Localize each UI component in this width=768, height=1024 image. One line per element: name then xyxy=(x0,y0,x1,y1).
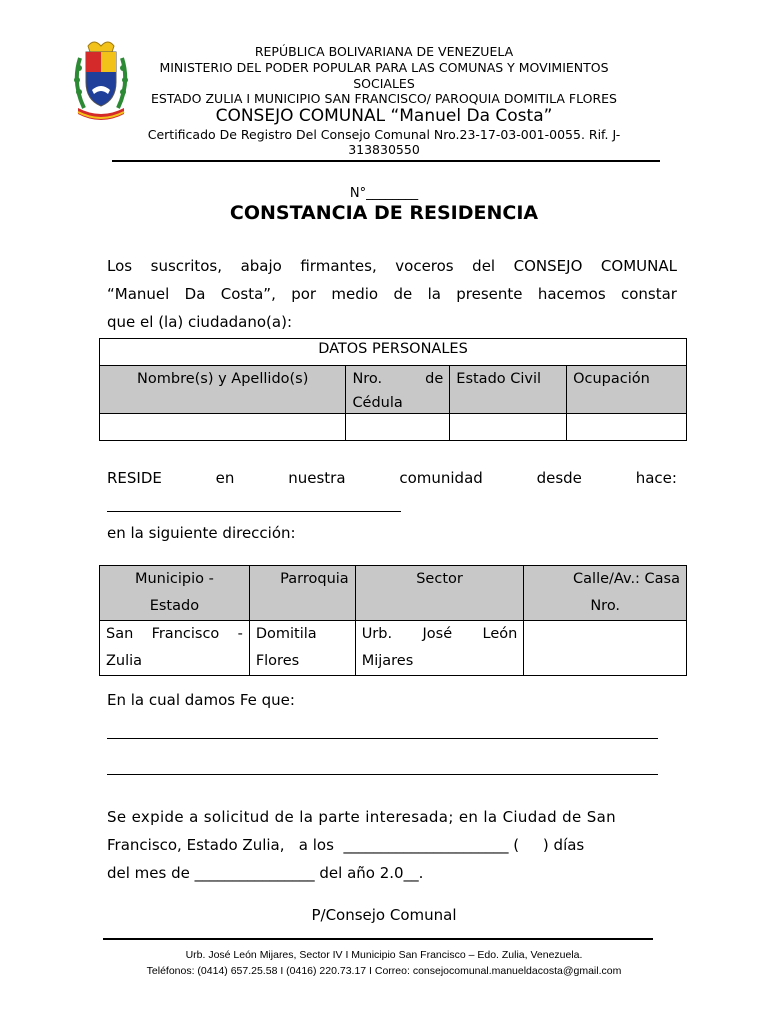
header-consejo-title: CONSEJO COMUNAL “Manuel Da Costa” xyxy=(215,106,553,126)
intro-line-2-word: “Manuel xyxy=(107,285,170,303)
reside-word: en xyxy=(215,469,235,487)
cell-municipio: San Francisco - Zulia xyxy=(100,621,250,676)
intro-paragraph xyxy=(107,252,677,336)
header-estado-civil: Estado Civil xyxy=(450,366,567,414)
intro-line-1-word: firmantes, xyxy=(300,257,377,275)
intro-line-1-word: voceros xyxy=(395,257,454,275)
sector-word: José xyxy=(422,626,453,642)
intro-line-2-word: Costa”, xyxy=(220,285,276,303)
header-certificado-line1: Certificado De Registro Del Consejo Comunal Nro.23-17-03-001-0055. Rif. J- xyxy=(147,127,621,142)
personal-data-title: DATOS PERSONALES xyxy=(100,339,687,366)
closing-line-3: del mes de ________________ del año 2.0__. xyxy=(107,864,424,882)
header-municipio: Municipio - Estado xyxy=(100,566,250,621)
intro-line-2-word: por xyxy=(291,285,317,303)
signature-line xyxy=(103,938,653,940)
fe-blank-line-1 xyxy=(107,738,658,739)
municipio-word: - xyxy=(237,626,243,642)
municipio-word: San xyxy=(106,626,134,642)
header-nombre: Nombre(s) y Apellido(s) xyxy=(100,366,346,414)
header-certificado-line2: 313830550 xyxy=(348,142,420,157)
intro-line-1 xyxy=(107,252,677,280)
municipio-word: Francisco xyxy=(151,626,220,642)
footer-contact: Teléfonos: (0414) 657.25.58 I (0416) 220.73.17 I Correo: consejocomunal.manueldacosta@gmail.com xyxy=(146,965,622,977)
intro-line-2 xyxy=(107,280,677,308)
intro-line-1-word: CONSEJO xyxy=(513,257,583,275)
direccion-label: en la siguiente dirección: xyxy=(107,524,296,542)
intro-line-3: que el (la) ciudadano(a): xyxy=(107,313,293,331)
intro-line-1-word: del xyxy=(472,257,496,275)
intro-line-1-word: Los xyxy=(107,257,133,275)
closing-line-1: Se expide a solicitud de la parte interesada; en la Ciudad de San xyxy=(107,808,617,826)
reside-paragraph xyxy=(107,464,677,492)
closing-paragraph xyxy=(107,803,667,887)
intro-line-2-word: medio xyxy=(331,285,379,303)
signature-label: P/Consejo Comunal xyxy=(311,906,457,924)
header-republica: REPÚBLICA BOLIVARIANA DE VENEZUELA xyxy=(254,44,514,59)
fe-label: En la cual damos Fe que: xyxy=(107,691,295,709)
intro-line-2-word: hacemos xyxy=(537,285,606,303)
header-cedula: Nro. de Cédula xyxy=(346,366,450,414)
reside-word: comunidad xyxy=(399,469,483,487)
cell-sector: Urb. José León Mijares xyxy=(355,621,524,676)
intro-line-2-word: Da xyxy=(184,285,206,303)
intro-line-1-word: suscritos, xyxy=(150,257,223,275)
cell-cedula[interactable] xyxy=(346,414,450,441)
header-ministerio: MINISTERIO DEL PODER POPULAR PARA LAS COMUNAS Y MOVIMIENTOS xyxy=(159,60,609,75)
intro-line-2-word: constar xyxy=(620,285,677,303)
reside-word: RESIDE xyxy=(107,469,162,487)
header-divider xyxy=(112,160,660,162)
intro-line-2-word: de xyxy=(393,285,413,303)
cell-ocupacion[interactable] xyxy=(567,414,687,441)
reside-blank-line xyxy=(107,511,401,512)
reside-word: desde xyxy=(536,469,582,487)
intro-line-1-word: COMUNAL xyxy=(600,257,677,275)
address-table xyxy=(99,565,687,676)
cell-parroquia: Domitila Flores xyxy=(249,621,355,676)
document-title: CONSTANCIA DE RESIDENCIA xyxy=(229,202,539,224)
personal-data-table xyxy=(99,338,687,441)
fe-blank-line-2 xyxy=(107,774,658,775)
cell-nombre[interactable] xyxy=(100,414,346,441)
closing-line-2: Francisco, Estado Zulia, a los ______________________ ( ) días xyxy=(107,836,585,854)
intro-line-1-word: abajo xyxy=(240,257,282,275)
header-sociales: SOCIALES xyxy=(353,76,415,91)
cell-estado-civil[interactable] xyxy=(450,414,567,441)
cell-calle[interactable] xyxy=(524,621,687,676)
footer-address: Urb. José León Mijares, Sector IV I Municipio San Francisco – Edo. Zulia, Venezuela. xyxy=(185,949,583,961)
reside-word: nuestra xyxy=(288,469,346,487)
reside-word: hace: xyxy=(635,469,677,487)
reside-line xyxy=(107,464,677,492)
intro-line-2-word: presente xyxy=(456,285,523,303)
header-estado: ESTADO ZULIA I MUNICIPIO SAN FRANCISCO/ PAROQUIA DOMITILA FLORES xyxy=(151,91,617,106)
header-calle: Calle/Av.: Casa Nro. xyxy=(524,566,687,621)
header-sector: Sector xyxy=(355,566,524,621)
document-number: N°________ xyxy=(349,186,419,201)
sector-word: Urb. xyxy=(361,626,393,642)
header-ocupacion: Ocupación xyxy=(567,366,687,414)
header-parroquia: Parroquia xyxy=(249,566,355,621)
intro-line-2-word: la xyxy=(427,285,441,303)
sector-word: León xyxy=(482,626,518,642)
